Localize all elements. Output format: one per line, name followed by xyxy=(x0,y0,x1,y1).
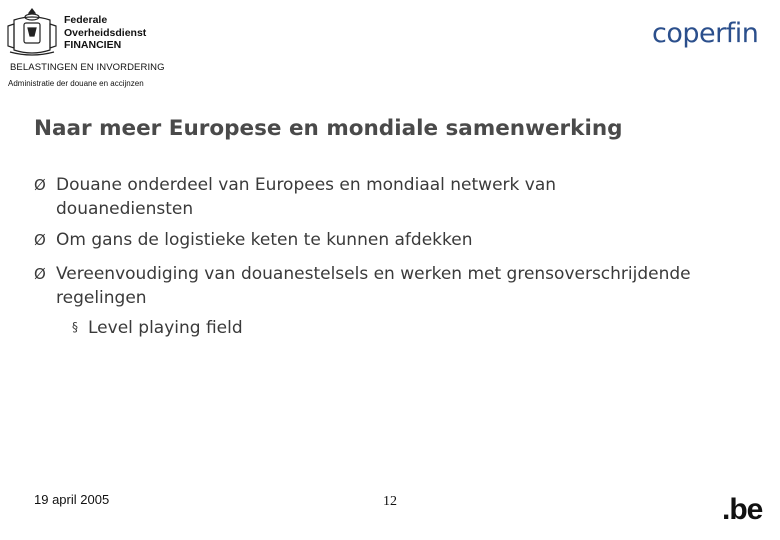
agency-line: FINANCIEN xyxy=(64,39,122,51)
be-logo xyxy=(722,492,772,528)
logo-text: coperfin xyxy=(652,18,759,49)
sub-bullet-item xyxy=(72,316,243,341)
arrow-bullet-icon: Ø xyxy=(34,265,46,283)
department-name: BELASTINGEN EN INVORDERING xyxy=(10,62,165,73)
bullet-text: Om gans de logistieke keten te kunnen afdekken xyxy=(56,230,473,250)
arrow-bullet-icon: Ø xyxy=(34,176,46,194)
bullet-text: Douane onderdeel van Europees en mondiaal netwerk van douanediensten xyxy=(56,175,557,219)
coperfin-logo xyxy=(652,14,774,54)
bullet-item xyxy=(34,262,696,310)
slide-date: 19 april 2005 xyxy=(34,492,110,507)
agency-line: Overheidsdienst xyxy=(64,26,147,39)
section-bullet-icon: § xyxy=(72,320,78,334)
sub-bullet-text: Level playing field xyxy=(88,318,243,338)
arrow-bullet-icon: Ø xyxy=(34,231,46,249)
bullet-text: Vereenvoudiging van douanestelsels en werken met grensoverschrijdende regelingen xyxy=(56,264,691,308)
page-number: 12 xyxy=(383,494,397,509)
slide-title: Naar meer Europese en mondiale samenwerking xyxy=(34,116,623,141)
bullet-item xyxy=(34,228,696,252)
agency-line: Federale xyxy=(64,14,108,26)
administration-name: Administratie der douane en accijnzen xyxy=(8,79,144,88)
bullet-item xyxy=(34,173,696,221)
agency-name xyxy=(64,14,146,52)
be-logo-text: .be xyxy=(722,493,763,526)
belgian-coat-of-arms-icon xyxy=(4,6,60,58)
